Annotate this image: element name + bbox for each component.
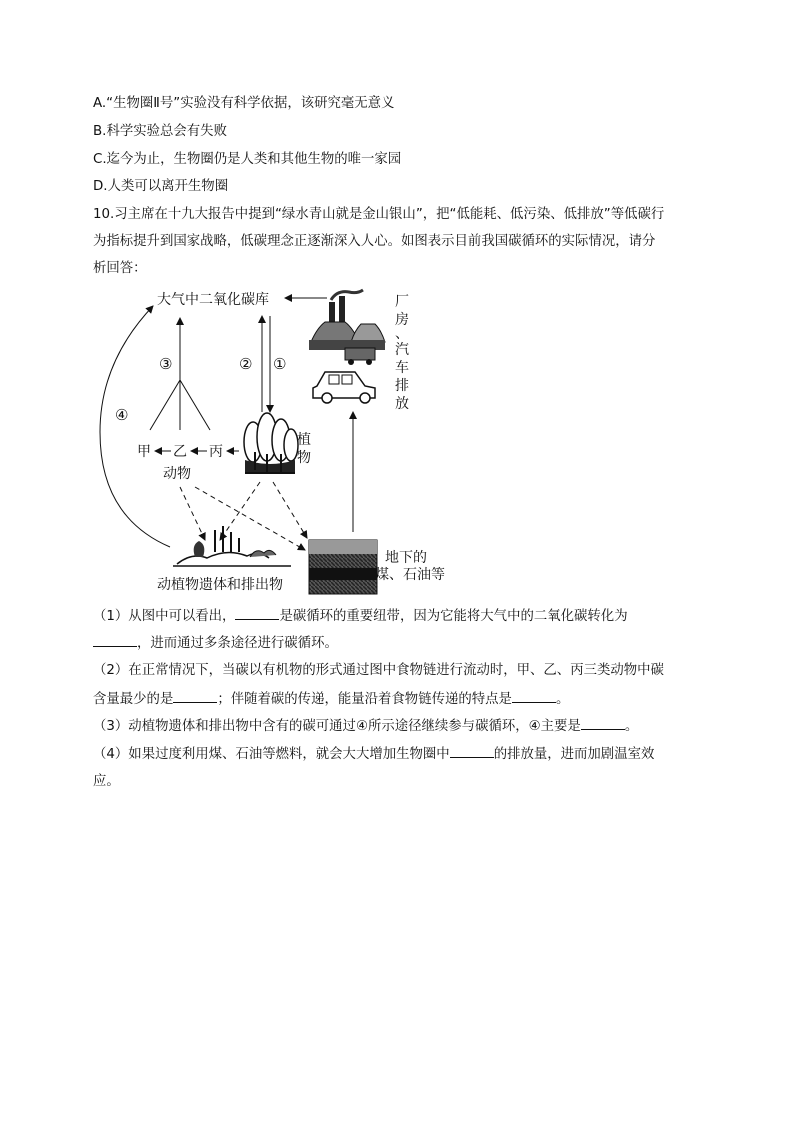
svg-text:排: 排 <box>395 378 409 394</box>
svg-text:厂: 厂 <box>395 294 409 310</box>
animals-label: 动物 <box>163 466 191 482</box>
answer-blank[interactable] <box>512 690 556 703</box>
option-b: B.科学实验总会有失败 <box>93 124 227 139</box>
subquestion-1-line-1: （1）从图中可以看出， 是碳循环的重要纽带，因为它能将大气中的二氧化碳转化为 <box>93 609 628 624</box>
animals-to-remains-arrow <box>180 487 205 540</box>
svg-text:、: 、 <box>395 326 409 342</box>
svg-text:房: 房 <box>395 312 409 328</box>
option-c: C.迄今为止，生物圈仍是人类和其他生物的唯一家园 <box>93 152 402 167</box>
plants-label <box>297 431 311 466</box>
svg-text:物: 物 <box>297 450 311 466</box>
subquestion-3: （3）动植物遗体和排出物中含有的碳可通过④所示途径继续参与碳循环，④主要是 。 <box>93 719 639 734</box>
underground-label-2: 煤、石油等 <box>375 567 445 583</box>
answer-blank[interactable] <box>235 607 279 620</box>
answer-blank[interactable] <box>581 717 625 730</box>
subquestion-2-line-1: （2）在正常情况下，当碳以有机物的形式通过图中食物链进行流动时，甲、乙、丙三类动物中碳 <box>93 663 664 678</box>
factory-car-emission-label <box>395 294 409 412</box>
question-10-stem-line-1: 10.习主席在十九大报告中提到“绿水青山就是金山银山”，把“低能耗、低污染、低排放”等低碳行 <box>93 207 665 222</box>
answer-blank[interactable] <box>173 690 217 703</box>
atmosphere-co2-label: 大气中二氧化碳库 <box>157 292 269 308</box>
option-d: D.人类可以离开生物圈 <box>93 179 229 194</box>
plants-to-remains-arrow <box>220 482 260 540</box>
factory-icon <box>309 290 385 365</box>
svg-text:植: 植 <box>297 432 311 448</box>
path-label-3: ③ <box>159 355 173 373</box>
path-label-1: ① <box>273 355 287 373</box>
path-label-2: ② <box>239 355 253 373</box>
svg-text:放: 放 <box>395 396 409 412</box>
path-label-4: ④ <box>115 406 129 424</box>
remains-label: 动植物遗体和排出物 <box>157 577 283 593</box>
option-a: A.“生物圈Ⅱ号”实验没有科学依据，该研究毫无意义 <box>93 96 395 111</box>
carbon-cycle-diagram <box>95 282 465 600</box>
subquestion-4-line-1: （4）如果过度利用煤、石油等燃料，就会大大增加生物圈中 的排放量，进而加剧温室效 <box>93 747 655 762</box>
remains-to-atmosphere-arrow <box>100 306 173 547</box>
svg-text:车: 车 <box>395 360 409 376</box>
subquestion-2-line-2: 含量最少的是 ；伴随着碳的传递，能量沿着食物链传递的特点是 。 <box>93 692 570 707</box>
plants-to-underground-arrow <box>273 482 307 538</box>
underground-label-1: 地下的 <box>385 550 427 566</box>
subquestion-1-line-2: ，进而通过多条途径进行碳循环。 <box>93 634 338 653</box>
animal-yi: 乙 <box>173 444 187 460</box>
question-10-stem-line-2: 为指标提升到国家战略，低碳理念正逐渐深入人心。如图表示目前我国碳循环的实际情况，请分 <box>93 234 656 249</box>
trees-icon <box>244 413 298 472</box>
svg-text:汽: 汽 <box>395 342 409 358</box>
animal-jia: 甲 <box>137 444 151 460</box>
answer-blank[interactable] <box>93 634 137 647</box>
answer-blank[interactable] <box>450 745 494 758</box>
animal-bing: 丙 <box>209 444 223 460</box>
question-10-stem-line-3: 析回答： <box>93 261 147 276</box>
animals-to-underground-arrow <box>195 487 305 550</box>
car-icon <box>313 372 375 403</box>
subquestion-4-line-2: 应。 <box>93 774 120 789</box>
